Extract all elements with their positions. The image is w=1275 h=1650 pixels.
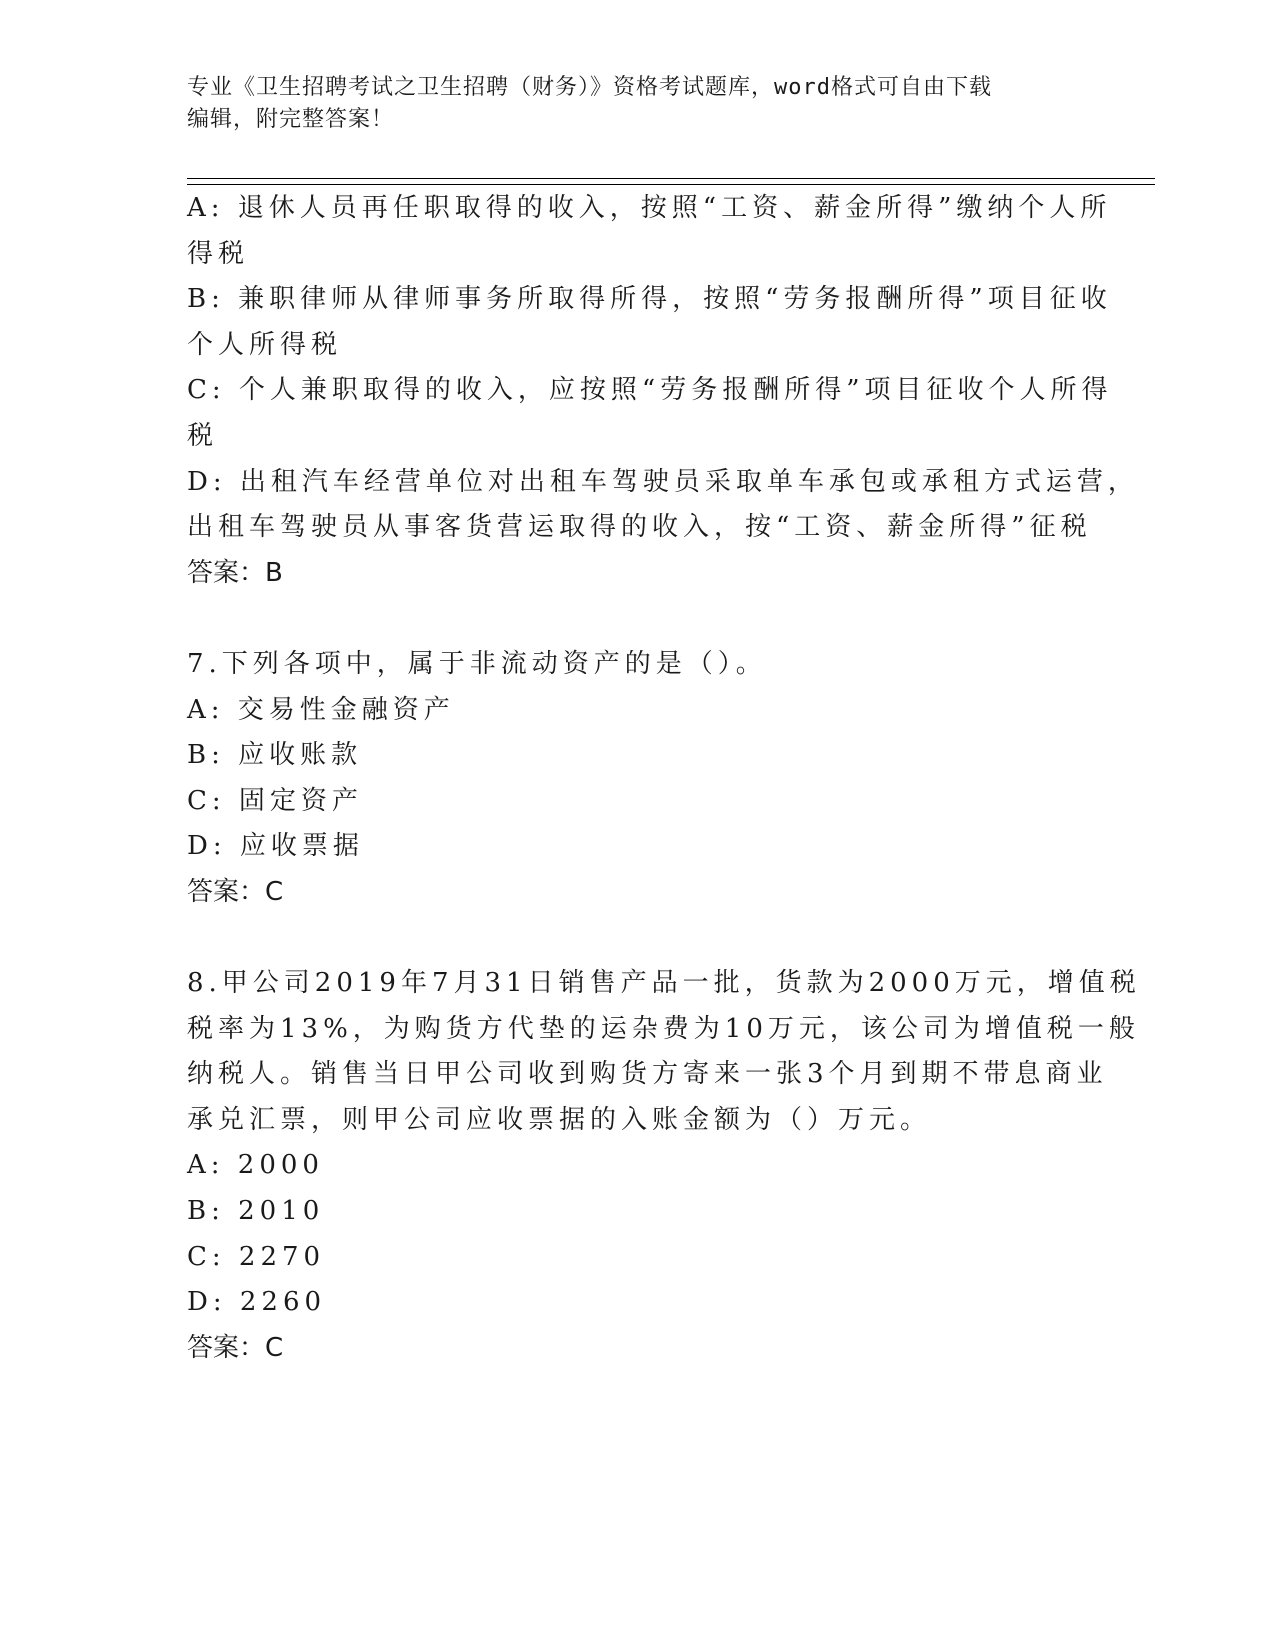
q6-option-c-line-1: C: 个人兼职取得的收入，应按照“劳务报酬所得”项目征收个人所得: [187, 375, 1113, 406]
header-divider-bottom: [187, 184, 1155, 185]
question-spacer: [187, 596, 1077, 642]
q6-option-b-line-2: 个人所得税: [187, 329, 343, 360]
q8-option-a: A: 2000: [187, 1150, 324, 1181]
header-line-1: 专业《卫生招聘考试之卫生招聘（财务）》资格考试题库，word格式可自由下载: [187, 75, 992, 100]
q7-option-c: C: 固定资产: [187, 785, 363, 816]
q7-stem: 7.下列各项中，属于非流动资产的是（）。: [187, 648, 767, 679]
q8-option-d: D: 2260: [187, 1287, 327, 1318]
q8-stem-line-3: 纳税人。销售当日甲公司收到购货方寄来一张3个月到期不带息商业: [187, 1059, 1108, 1090]
q7-option-a: A: 交易性金融资产: [187, 694, 455, 725]
header-line-2: 编辑，附完整答案！: [187, 107, 395, 132]
question-spacer: [187, 916, 1077, 962]
q6-option-a-line-2: 得税: [187, 238, 250, 269]
q6-option-c-line-2: 税: [187, 420, 219, 451]
question-8: [187, 961, 1141, 1371]
q8-stem-line-4: 承兑汇票，则甲公司应收票据的入账金额为（）万元。: [187, 1104, 932, 1135]
q6-option-d-line-2: 出租车驾驶员从事客货营运取得的收入，按“工资、薪金所得”征税: [187, 512, 1092, 543]
q8-stem-line-2: 税率为13%，为购货方代垫的运杂费为10万元，该公司为增值税一般: [187, 1013, 1140, 1044]
q8-stem-line-1: 8.甲公司2019年7月31日销售产品一批，货款为2000万元，增值税: [187, 968, 1141, 999]
question-6: [187, 186, 1139, 596]
q8-answer: 答案：C: [187, 1332, 284, 1363]
q8-option-b: B: 2010: [187, 1196, 325, 1227]
q6-option-b-line-1: B: 兼职律师从律师事务所取得所得，按照“劳务报酬所得”项目征收: [187, 284, 1112, 315]
q6-option-d-line-1: D: 出租汽车经营单位对出租车驾驶员采取单车承包或承租方式运营，: [187, 466, 1139, 497]
q6-answer: 答案：B: [187, 557, 283, 588]
header-divider-top: [187, 178, 1155, 179]
q7-answer: 答案：C: [187, 876, 284, 907]
q6-option-a-line-1: A: 退休人员再任职取得的收入，按照“工资、薪金所得”缴纳个人所: [187, 193, 1112, 223]
q7-option-d: D: 应收票据: [187, 831, 364, 862]
question-7: [187, 642, 1077, 916]
q7-option-b: B: 应收账款: [187, 740, 363, 771]
document-header: [187, 72, 1087, 136]
question-content: [187, 186, 1141, 1371]
q8-option-c: C: 2270: [187, 1241, 326, 1272]
